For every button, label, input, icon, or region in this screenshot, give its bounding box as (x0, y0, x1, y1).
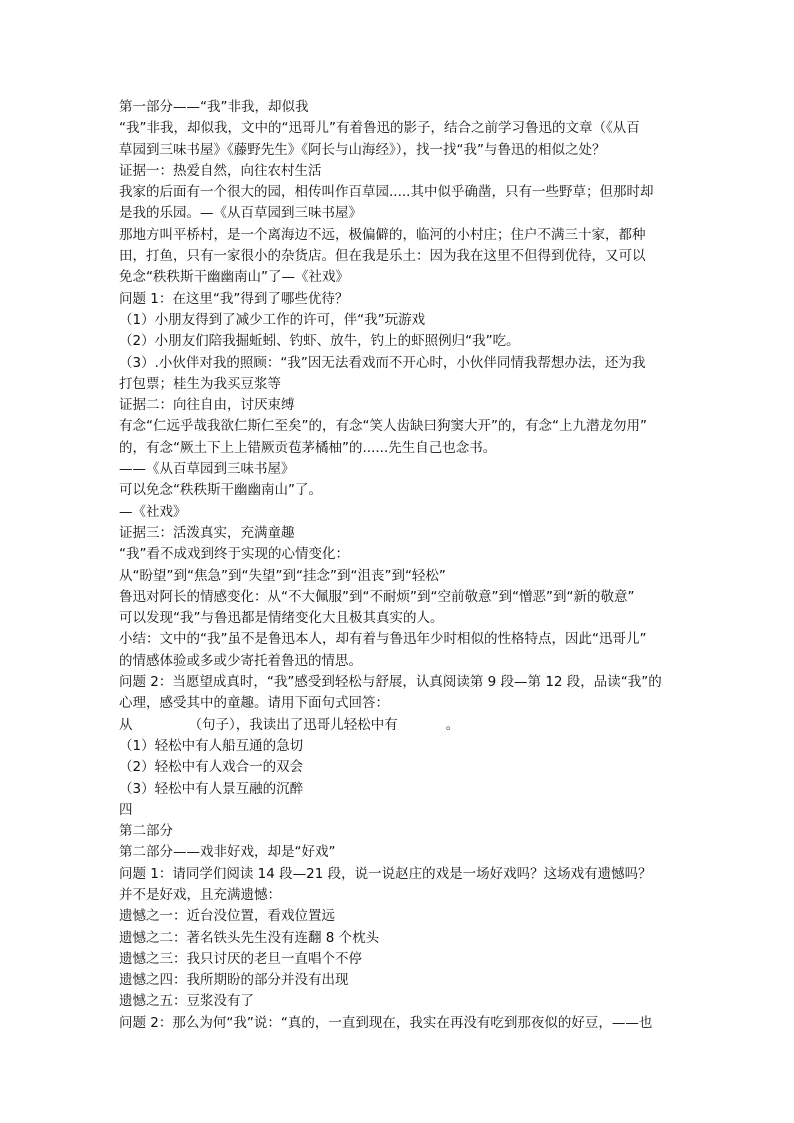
text-line: 那地方叫平桥村，是一个离海边不远，极偏僻的，临河的小村庄；住户不满三十家，都种 (119, 226, 646, 243)
text-line: ——《从百草园到三味书屋》 (119, 461, 295, 478)
fill-in-sentence-pattern (119, 715, 679, 736)
text-line: 四 (119, 801, 133, 818)
text-line: 并不是好戏，且充满遗憾： (119, 886, 281, 903)
text-line: “我”看不成戏到终于实现的心情变化： (119, 546, 349, 563)
text-line: 是我的乐园。—《从百草园到三味书屋》 (119, 205, 362, 222)
text-line: 问题 1：在这里“我”得到了哪些优待？ (119, 290, 349, 307)
text-line: 田，打鱼，只有一家很小的杂货店。但在我是乐土：因为我在这里不但得到优待，又可以 (119, 248, 646, 265)
text-line: 可以免念“秩秩斯干幽幽南山”了。 (119, 482, 322, 499)
text-line: 证据一：热爱自然，向往农村生活 (119, 162, 322, 179)
document-body (119, 97, 679, 1034)
text-line: 心理，感受其中的童趣。请用下面句式回答： (119, 695, 389, 712)
text-line: 免念“秩秩斯干幽幽南山”了—《社戏》 (119, 269, 349, 286)
text-line: 遗憾之三：我只讨厌的老旦一直唱个不停 (119, 950, 362, 967)
text-line: 从“盼望”到“焦急”到“失望”到“挂念”到“沮丧”到“轻松” (119, 567, 446, 584)
text-line: —《社戏》 (119, 503, 187, 520)
text-line: （2）轻松中有人戏合一的双会 (119, 759, 304, 776)
fill-prefix: 从 (119, 716, 133, 733)
text-line: 打包票；桂生为我买豆浆等 (119, 375, 281, 392)
text-line: 可以发现“我”与鲁迅都是情绪变化大且极其真实的人。 (119, 610, 444, 627)
fill-suffix: 。 (445, 716, 460, 733)
text-line: 问题 1：请同学们阅读 14 段—21 段，说一说赵庄的戏是一场好戏吗？这场戏有遗憾吗？ (119, 865, 652, 882)
text-line: 问题 2：当愿望成真时，“我”感受到轻松与舒展，认真阅读第 9 段—第 12 段，品读“我”的 (119, 674, 662, 691)
text-line: 第二部分 (119, 823, 173, 840)
text-line: （3）.小伙伴对我的照顾：“我”因无法看戏而不开心时，小伙伴同情我帮想办法，还为我 (119, 354, 646, 371)
text-line: 证据三：活泼真实，充满童趣 (119, 524, 295, 541)
text-line: 的，有念“厥土下上上错厥贡苞茅橘柚”的......先生自己也念书。 (119, 439, 497, 456)
fill-middle: （句子），我读出了迅哥儿轻松中有 (188, 716, 398, 733)
text-line: 鲁迅对阿长的情感变化：从“不大佩服”到“不耐烦”到“空前敬意”到“憎恶”到“新的敬意” (119, 588, 635, 605)
text-line: （1）小朋友得到了减少工作的许可，伴“我”玩游戏 (119, 311, 426, 328)
text-line: 证据二：向往自由，讨厌束缚 (119, 397, 295, 414)
text-line: 有念“仁远乎哉我欲仁斯仁至矣”的，有念“笑人齿缺曰狗窦大开”的，有念“上九潜龙勿用” (119, 418, 647, 435)
text-line: 遗憾之一：近台没位置，看戏位置远 (119, 908, 335, 925)
text-line: “我”非我，却似我，文中的“迅哥儿”有着鲁迅的影子，结合之前学习鲁迅的文章（《从百 (119, 120, 640, 137)
text-line: 遗憾之五：豆浆没有了 (119, 993, 254, 1010)
text-line: 我家的后面有一个很大的园，相传叫作百草园.....其中似乎确凿，只有一些野草；但那时却 (119, 184, 654, 201)
text-line: 第二部分——戏非好戏，却是“好戏” (119, 844, 336, 861)
text-line: （2）小朋友们陪我掘蚯蚓、钓虾、放牛，钓上的虾照例归“我”吃。 (119, 333, 520, 350)
text-line: （1）轻松中有人船互通的急切 (119, 737, 304, 754)
text-line: 第一部分——“我”非我，却似我 (119, 99, 309, 115)
text-line: 遗憾之二：著名铁头先生没有连翻 8 个枕头 (119, 929, 380, 946)
text-line: （3）轻松中有人景互融的沉醉 (119, 780, 304, 797)
text-line: 遗憾之四：我所期盼的部分并没有出现 (119, 972, 349, 989)
text-line: 小结：文中的“我”虽不是鲁迅本人，却有着与鲁迅年少时相似的性格特点，因此“迅哥儿” (119, 631, 647, 648)
text-line: 问题 2：那么为何“我”说：“真的，一直到现在，我实在再没有吃到那夜似的好豆，——也 (119, 1014, 653, 1031)
text-line: 的情感体验或多或少寄托着鲁迅的情思。 (119, 652, 362, 669)
text-line: 草园到三味书屋》《藤野先生》《阿长与山海经》），找一找“我”与鲁迅的相似之处？ (119, 141, 606, 158)
